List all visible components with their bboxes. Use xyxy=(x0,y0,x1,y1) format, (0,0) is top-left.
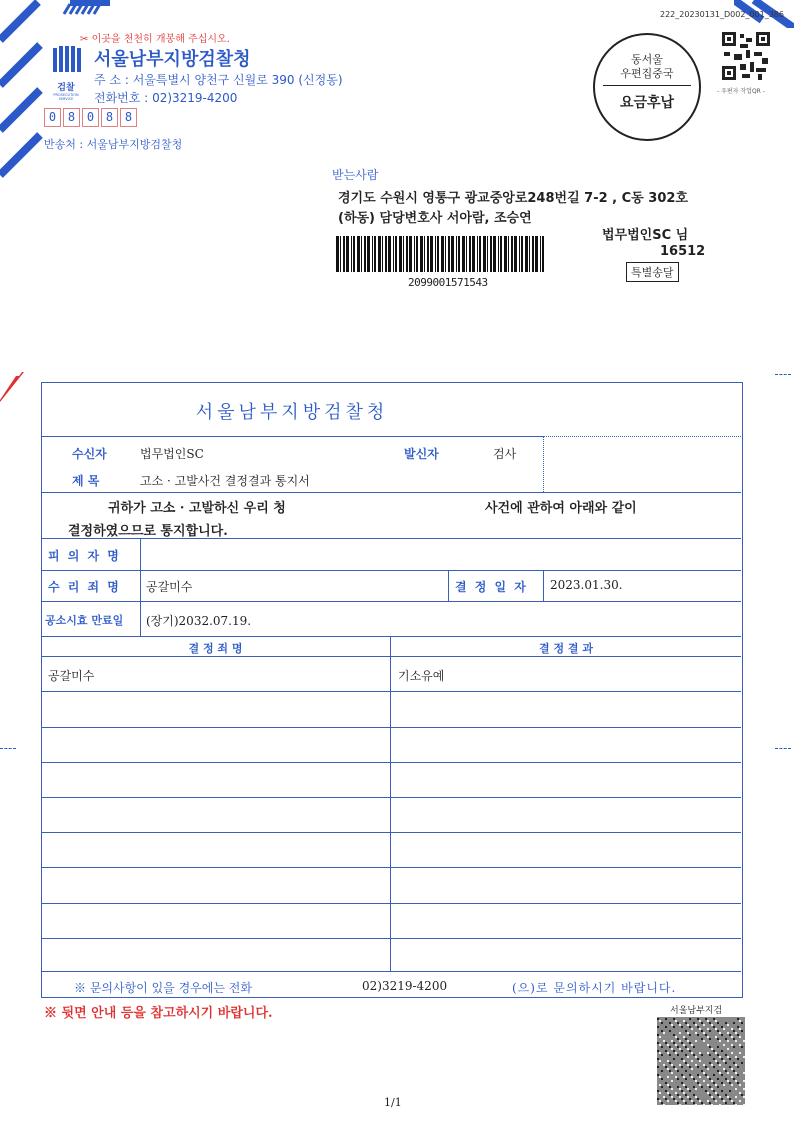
sender-value: 검사 xyxy=(493,447,517,461)
sender-address: 주 소 : 서울특별시 양천구 신월로 390 (신정동) xyxy=(94,73,343,87)
special-delivery-badge: 특별송달 xyxy=(626,262,679,282)
recipient-name: 법무법인SC 님 xyxy=(602,228,689,243)
fold-mark xyxy=(775,748,791,749)
recipient-address-line2: (하동) 담당변호사 서아람, 조승연 xyxy=(338,211,532,226)
barcode-number: 2099001571543 xyxy=(408,276,488,289)
suspect-label: 피 의 자 명 xyxy=(48,549,121,563)
corner-mark xyxy=(0,372,24,402)
subject-value: 고소 · 고발사건 결정결과 통지서 xyxy=(140,474,310,488)
form-title: 서울남부지방검찰청 xyxy=(195,402,389,423)
receiver-label: 수신자 xyxy=(72,447,107,461)
charge-value: 공갈미수 xyxy=(146,580,193,594)
receiver-value: 법무법인SC xyxy=(140,447,204,461)
qr-caption: - 우편자 작업QR - xyxy=(717,88,765,95)
back-notice: ※ 뒷면 안내 등을 참고하시기 바랍니다. xyxy=(44,1006,273,1021)
recipient-label: 받는사람 xyxy=(332,168,379,182)
message-line2: 결정하였으므로 통지합니다. xyxy=(68,524,228,539)
footer-inquiry: ※ 문의사항이 있을 경우에는 전화 xyxy=(74,981,252,995)
charge-label: 수 리 죄 명 xyxy=(48,580,121,594)
col-result-header: 결 정 결 과 xyxy=(539,642,593,655)
zip-digit: 0 xyxy=(44,108,61,127)
return-address: 반송처 : 서울남부지방검찰청 xyxy=(44,138,183,151)
limitation-value: (장기)2032.07.19. xyxy=(146,614,252,628)
seal-caption: 서울남부지검 xyxy=(670,1006,723,1016)
message-part2: 사건에 관하여 아래와 같이 xyxy=(485,501,637,516)
zip-digit: 8 xyxy=(101,108,118,127)
document-id: 222_20230131_D002_001_386 xyxy=(660,10,784,19)
decision-date-label: 결 정 일 자 xyxy=(455,580,528,594)
footer-tail: (으)로 문의하시기 바랍니다. xyxy=(512,981,677,995)
table-cell-charge: 공갈미수 xyxy=(48,669,95,683)
security-code-image xyxy=(657,1017,745,1105)
col-charge-header: 결 정 죄 명 xyxy=(188,642,243,655)
sender-name: 서울남부지방검찰청 xyxy=(94,49,251,70)
message-part1: 귀하가 고소 · 고발하신 우리 청 xyxy=(108,501,286,516)
recipient-zip: 16512 xyxy=(660,244,706,259)
zip-code-boxes xyxy=(44,106,139,127)
footer-phone: 02)3219-4200 xyxy=(362,979,448,993)
fold-mark xyxy=(0,748,16,749)
zip-digit: 0 xyxy=(82,108,99,127)
barcode xyxy=(336,236,548,272)
page-number: 1/1 xyxy=(384,1096,402,1109)
decision-date-value: 2023.01.30. xyxy=(550,578,623,592)
zip-digit: 8 xyxy=(120,108,137,127)
open-notice: ✂ 이곳을 천천히 개봉해 주십시오. xyxy=(80,34,230,45)
sender-label: 발신자 xyxy=(404,447,439,461)
qr-code-icon xyxy=(722,32,770,80)
fold-mark xyxy=(775,374,791,375)
recipient-address-line1: 경기도 수원시 영통구 광교중앙로248번길 7-2 , C동 302호 xyxy=(338,191,688,206)
scissors-icon: ✂ xyxy=(80,34,89,45)
prosecution-logo: 검찰 PROSECUTION SERVICE xyxy=(48,44,84,94)
subject-label: 제 목 xyxy=(72,474,100,488)
limitation-label: 공소시효 만료일 xyxy=(45,614,124,627)
postage-stamp: 동서울 우편집중국 요금후납 xyxy=(593,33,701,141)
sender-phone: 전화번호 : 02)3219-4200 xyxy=(94,91,238,105)
zip-digit: 8 xyxy=(63,108,80,127)
table-cell-result: 기소유예 xyxy=(398,669,445,683)
